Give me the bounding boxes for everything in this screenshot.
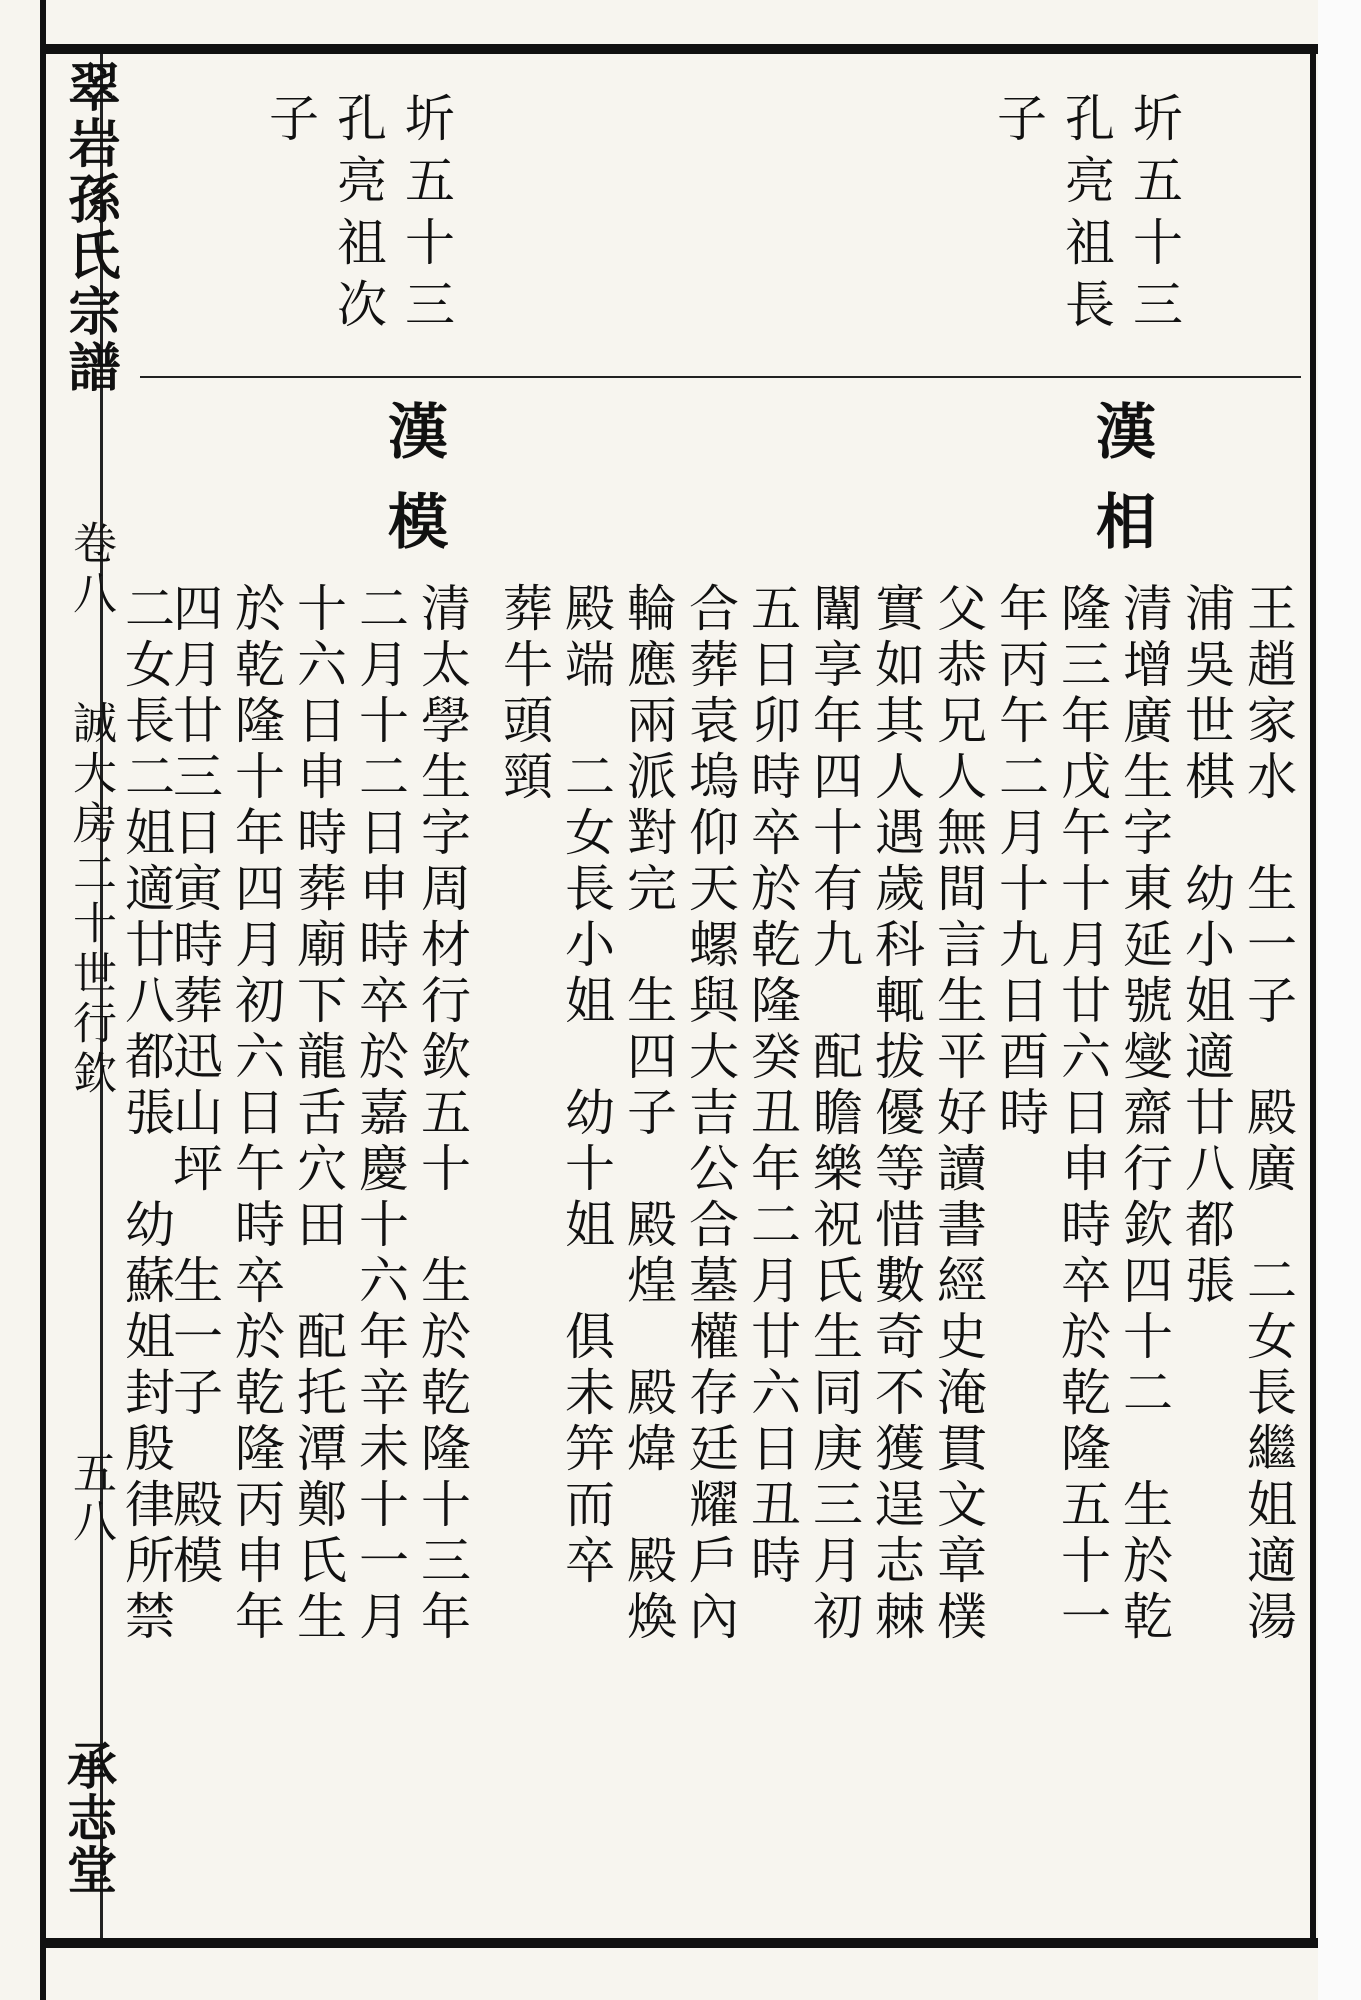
page-number: 五八 bbox=[65, 1450, 116, 1546]
frame-left-border bbox=[40, 0, 46, 2000]
biography-column: 五日卯時卒於乾隆癸丑年二月廿六日丑時 bbox=[743, 582, 801, 1590]
generation-line: 孔亮祖長 bbox=[1057, 92, 1115, 340]
generation-line: 圻五十三 bbox=[397, 92, 455, 340]
section-label: 誠大房二十世行欽 bbox=[65, 700, 116, 1100]
binding-edge bbox=[1318, 0, 1361, 2000]
biography-column: 四月廿三日寅時葬迅山坪 生一子 殿模 bbox=[165, 582, 223, 1590]
frame-top-border bbox=[40, 44, 1331, 54]
frame-bottom-border bbox=[40, 1938, 1331, 1948]
biography-column: 二女長二姐適廿八都張 幼蘇姐封殷律所禁 bbox=[117, 582, 175, 1646]
volume-label: 卷八 bbox=[65, 520, 116, 620]
biography-column: 闈享年四十有九 配瞻樂祝氏生同庚三月初 bbox=[805, 582, 863, 1646]
biography-column: 輪應兩派對完 生四子 殿煌 殿煒 殿煥 bbox=[619, 582, 677, 1646]
generation-divider-rule bbox=[140, 376, 1301, 378]
biography-column: 葬牛頭頸 bbox=[495, 582, 553, 806]
person-name: 漢模 bbox=[378, 400, 448, 580]
biography-column: 年丙午二月十九日酉時 bbox=[991, 582, 1049, 1142]
frame-right-border bbox=[1310, 44, 1316, 1948]
generation-line: 子 bbox=[261, 92, 319, 154]
biography-column: 二月十二日申時卒於嘉慶十六年辛未十一月 bbox=[351, 582, 409, 1646]
biography-column: 清增廣生字東延號燮齋行欽四十二 生於乾 bbox=[1115, 582, 1173, 1646]
biography-column: 浦吳世棋 幼小姐適廿八都張 bbox=[1177, 582, 1235, 1310]
biography-column: 隆三年戊午十月廿六日申時卒於乾隆五十一 bbox=[1053, 582, 1111, 1646]
hall-name: 承志堂 bbox=[59, 1740, 118, 1896]
biography-column: 十六日申時葬廟下龍舌穴田 配托潭鄭氏生 bbox=[289, 582, 347, 1646]
biography-column: 於乾隆十年四月初六日午時卒於乾隆丙申年 bbox=[227, 582, 285, 1646]
generation-line: 子 bbox=[989, 92, 1047, 154]
generation-line: 圻五十三 bbox=[1125, 92, 1183, 340]
biography-column: 實如其人遇歲科輒拔優等惜數奇不獲逞志棘 bbox=[867, 582, 925, 1646]
biography-column: 清太學生字周材行欽五十 生於乾隆十三年 bbox=[413, 582, 471, 1646]
book-title: 翠岩孫氏宗譜 bbox=[59, 60, 120, 396]
biography-column: 合葬袁塢仰天螺與大吉公合墓權存廷耀戶內 bbox=[681, 582, 739, 1646]
biography-column: 父恭兄人無間言生平好讀書經史淹貫文章樸 bbox=[929, 582, 987, 1646]
biography-column: 殿端 二女長小姐 幼十姐 俱未笄而卒 bbox=[557, 582, 615, 1590]
biography-column: 王趙家水 生一子 殿廣 二女長繼姐適湯 bbox=[1239, 582, 1297, 1646]
person-name: 漢相 bbox=[1086, 400, 1156, 580]
generation-line: 孔亮祖次 bbox=[329, 92, 387, 340]
